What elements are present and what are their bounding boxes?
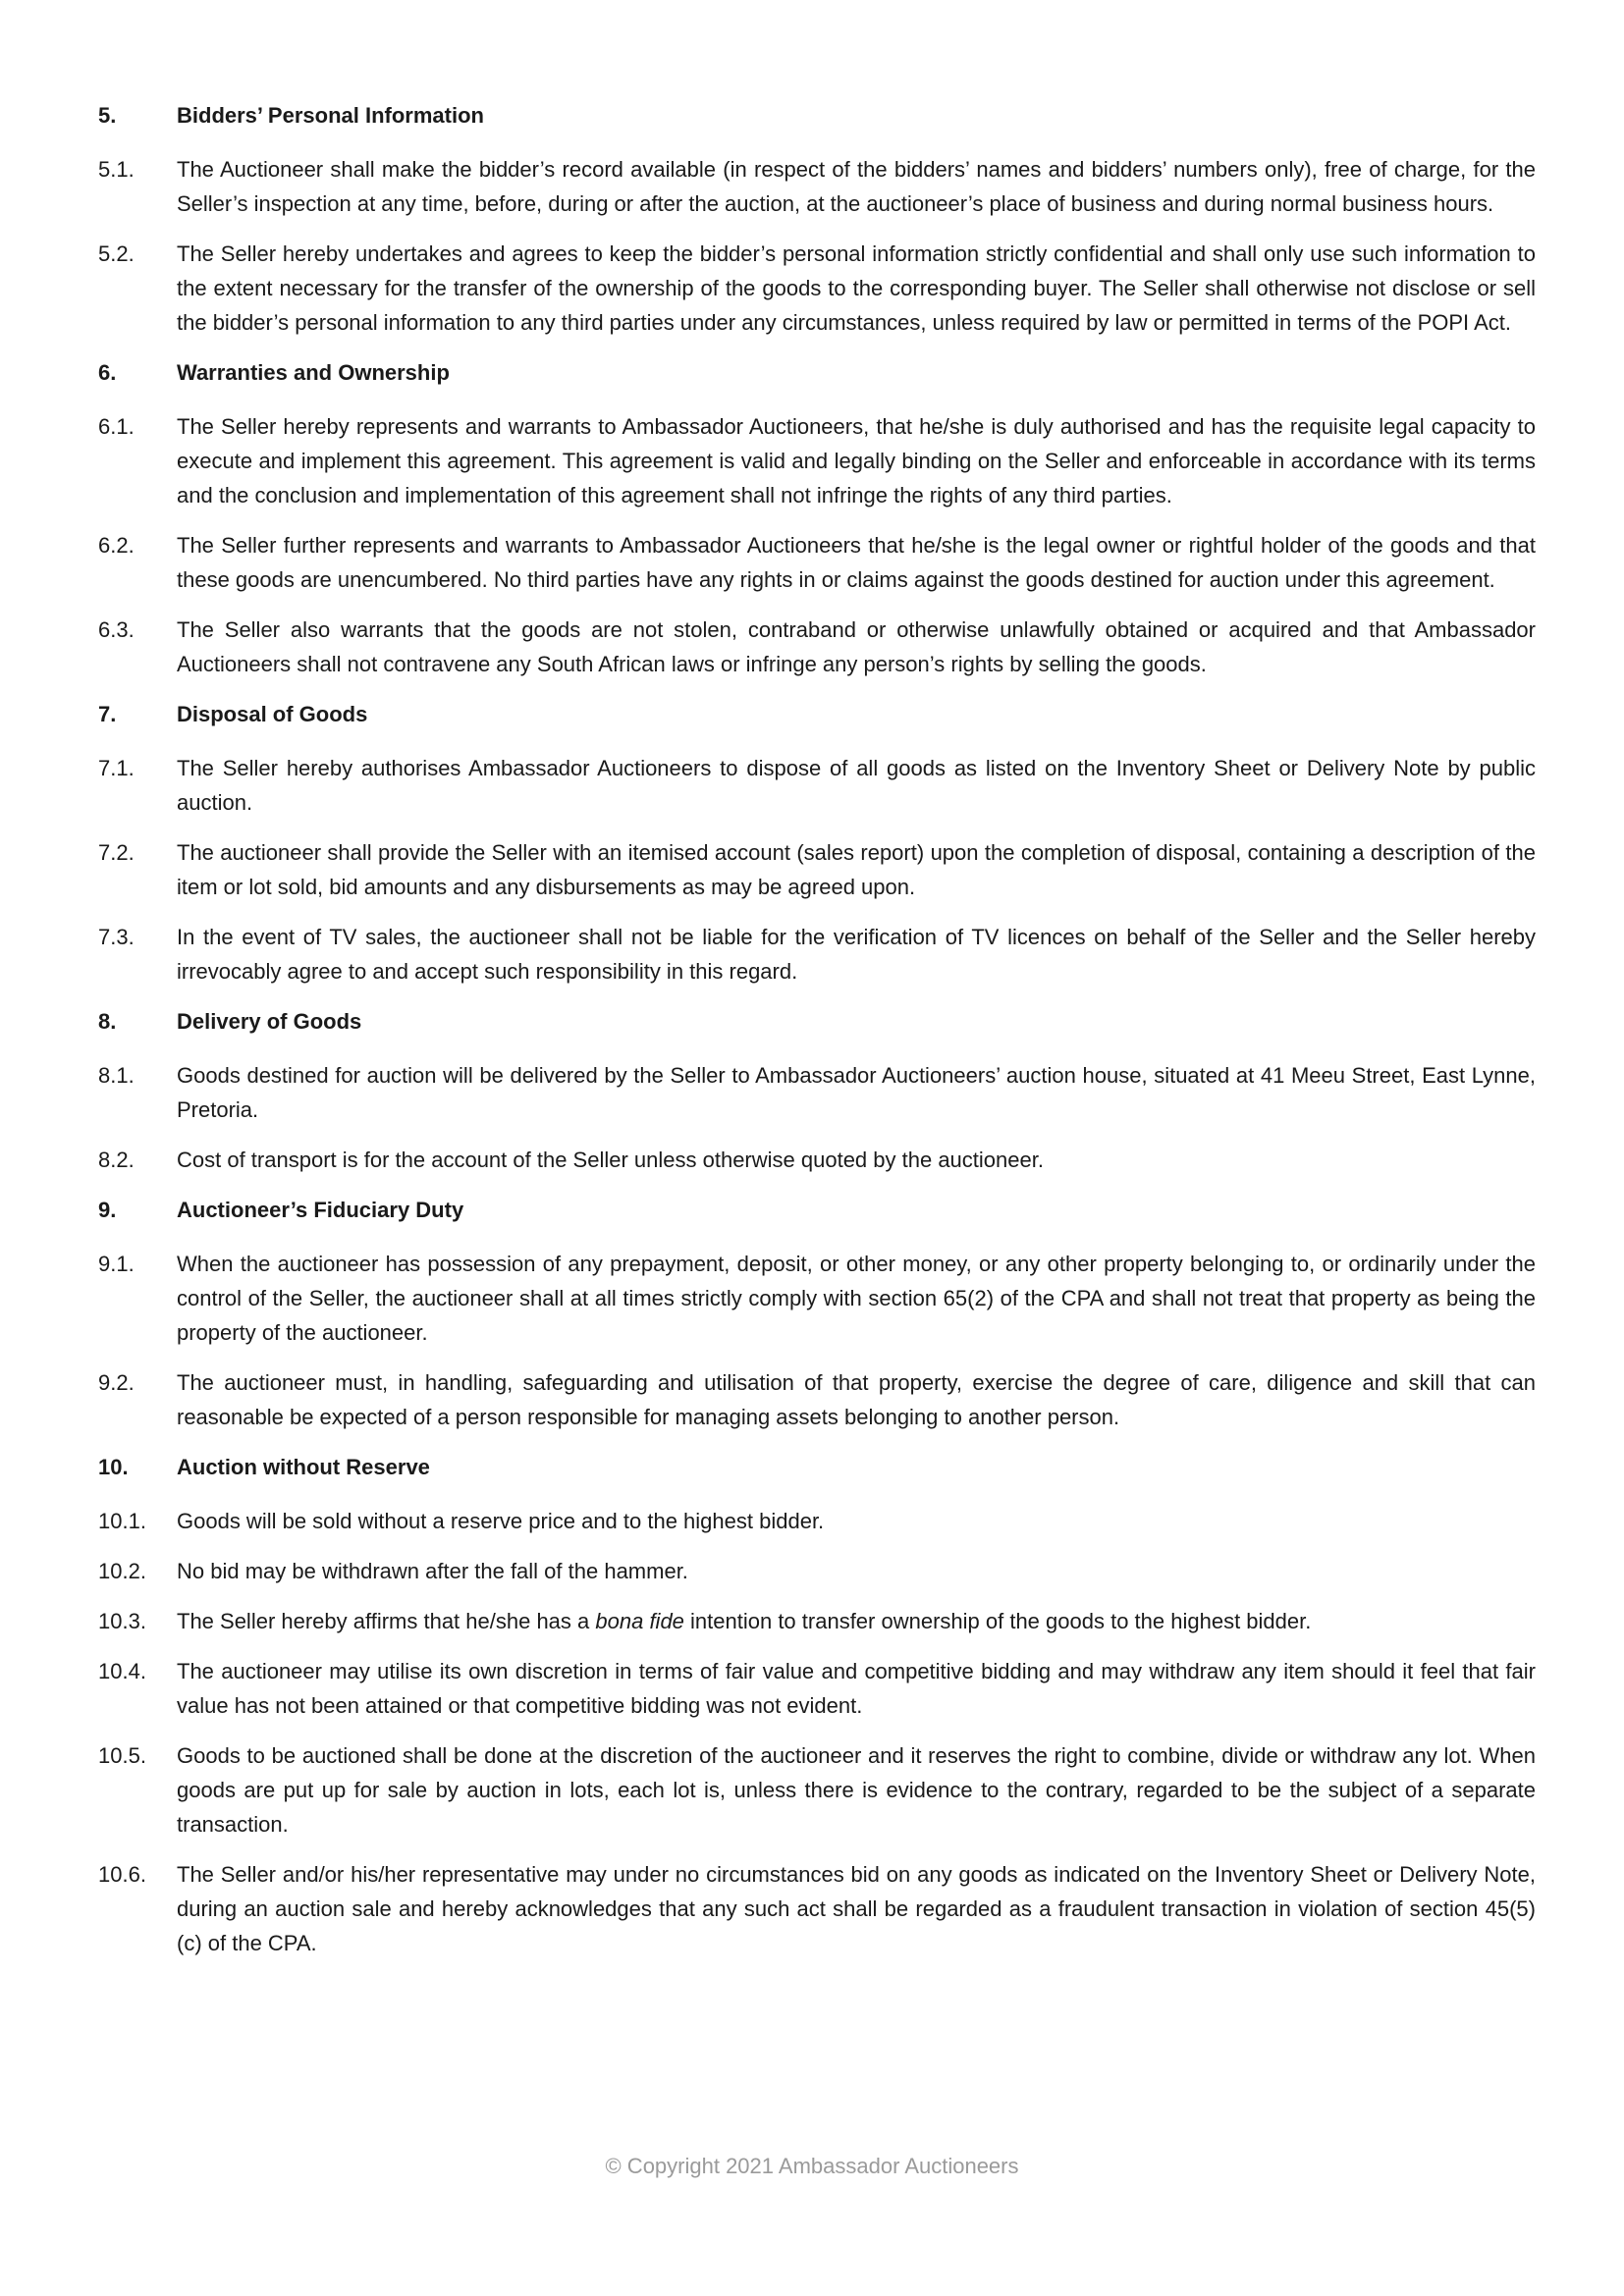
clause: [98, 1738, 1536, 1842]
section-heading: [98, 98, 1536, 133]
clause: [98, 1143, 1536, 1177]
clause: [98, 528, 1536, 597]
section-title: Delivery of Goods: [177, 1009, 362, 1034]
clause: [98, 920, 1536, 988]
section-heading: [98, 355, 1536, 390]
section-title: Warranties and Ownership: [177, 360, 450, 385]
clause-text-italic: bona fide: [595, 1609, 684, 1633]
section-number: 8.: [98, 1009, 117, 1034]
clause: [98, 1365, 1536, 1434]
section-heading: [98, 697, 1536, 731]
section-title: Disposal of Goods: [177, 702, 368, 726]
clause-number: 10.6.: [98, 1862, 146, 1887]
clause-number: 10.1.: [98, 1509, 146, 1533]
clause: [98, 613, 1536, 681]
clause-text: The Seller hereby represents and warrants to Ambassador Auctioneers, that he/she is duly authorised and has the requisite legal capacity to execute and implement this agreement. This agreement is valid and legally binding on the Seller and enforceable in accordance with its terms and the conclusion and implementation of this agreement shall not infringe the rights of any third parties.: [177, 414, 1536, 507]
section-title: Auctioneer’s Fiduciary Duty: [177, 1198, 464, 1222]
clause: [98, 409, 1536, 512]
clause: [98, 237, 1536, 340]
clause-number: 5.2.: [98, 241, 135, 266]
clause-text-start: The Seller hereby affirms that he/she has a: [177, 1609, 596, 1633]
section-heading: [98, 1450, 1536, 1484]
clause-number: 6.2.: [98, 533, 135, 558]
section-number: 6.: [98, 360, 117, 385]
clause-text: The auctioneer shall provide the Seller with an itemised account (sales report) upon the completion of disposal, containing a description of the item or lot sold, bid amounts and any disbursements as may be agreed upon.: [177, 840, 1536, 899]
section-heading: [98, 1193, 1536, 1227]
section-title: Bidders’ Personal Information: [177, 103, 484, 128]
clause-text: Cost of transport is for the account of the Seller unless otherwise quoted by the auctioneer.: [177, 1148, 1044, 1172]
clause: [98, 1058, 1536, 1127]
clause-number: 8.2.: [98, 1148, 135, 1172]
clause-text: No bid may be withdrawn after the fall of the hammer.: [177, 1559, 688, 1583]
clause-number: 7.3.: [98, 925, 135, 949]
clause-text: Goods destined for auction will be delivered by the Seller to Ambassador Auctioneers’ auction house, situated at 41 Meeu Street, East Lynne, Pretoria.: [177, 1063, 1536, 1122]
clause-text: Goods will be sold without a reserve price and to the highest bidder.: [177, 1509, 825, 1533]
clause-text: The Seller and/or his/her representative may under no circumstances bid on any goods as indicated on the Inventory Sheet or Delivery Note, during an auction sale and hereby acknowledges that any such act shall be regarded as a fraudulent transaction in violation of section 45(5)(c) of the CPA.: [177, 1862, 1536, 1955]
clause: [98, 1554, 1536, 1588]
clause-number: 10.2.: [98, 1559, 146, 1583]
clause-number: 10.5.: [98, 1743, 146, 1768]
clause-text: The Seller also warrants that the goods are not stolen, contraband or otherwise unlawfully obtained or acquired and that Ambassador Auctioneers shall not contravene any South African laws or infringe any person’s rights by selling the goods.: [177, 617, 1536, 676]
clause: [98, 1857, 1536, 1960]
clause-number: 6.1.: [98, 414, 135, 439]
clause-number: 9.1.: [98, 1252, 135, 1276]
clause-text: The auctioneer must, in handling, safeguarding and utilisation of that property, exercise the degree of care, diligence and skill that can reasonable be expected of a person responsible for managing assets belonging to another person.: [177, 1370, 1536, 1429]
section-number: 10.: [98, 1455, 129, 1479]
clause-text: [177, 1604, 1536, 1638]
copyright-footer: © Copyright 2021 Ambassador Auctioneers: [605, 2154, 1019, 2178]
clause-text: The auctioneer may utilise its own discretion in terms of fair value and competitive bidding and may withdraw any item should it feel that fair value has not been attained or that competitive bidding was not evident.: [177, 1659, 1536, 1718]
clause: [98, 751, 1536, 820]
clause-text-end: intention to transfer ownership of the goods to the highest bidder.: [683, 1609, 1312, 1633]
clause-text: The Seller further represents and warrants to Ambassador Auctioneers that he/she is the legal owner or rightful holder of the goods and that these goods are unencumbered. No third parties have any rights in or claims against the goods destined for auction under this agreement.: [177, 533, 1536, 592]
section-number: 7.: [98, 702, 117, 726]
clause-text: The Seller hereby authorises Ambassador Auctioneers to dispose of all goods as listed on the Inventory Sheet or Delivery Note by public auction.: [177, 756, 1536, 815]
clause: [98, 1604, 1536, 1638]
clause-text: The Seller hereby undertakes and agrees to keep the bidder’s personal information strictly confidential and shall only use such information to the extent necessary for the transfer of the ownership of the goods to the corresponding buyer. The Seller shall otherwise not disclose or sell the bidder’s personal information to any third parties under any circumstances, unless required by law or permitted in terms of the POPI Act.: [177, 241, 1536, 335]
clause: [98, 1247, 1536, 1350]
section-heading: [98, 1004, 1536, 1039]
clause-number: 7.1.: [98, 756, 135, 780]
clause-number: 9.2.: [98, 1370, 135, 1395]
clause-number: 7.2.: [98, 840, 135, 865]
document-body: [98, 98, 1536, 1976]
clause-number: 10.4.: [98, 1659, 146, 1683]
clause-number: 6.3.: [98, 617, 135, 642]
clause: [98, 1654, 1536, 1723]
clause-text: The Auctioneer shall make the bidder’s record available (in respect of the bidders’ names and bidders’ numbers only), free of charge, for the Seller’s inspection at any time, before, during or after the auction, at the auctioneer’s place of business and during normal business hours.: [177, 157, 1536, 216]
clause-text: Goods to be auctioned shall be done at the discretion of the auctioneer and it reserves the right to combine, divide or withdraw any lot. When goods are put up for sale by auction in lots, each lot is, unless there is evidence to the contrary, regarded to be the subject of a separate transaction.: [177, 1743, 1536, 1837]
section-number: 9.: [98, 1198, 117, 1222]
clause: [98, 1504, 1536, 1538]
clause-text: When the auctioneer has possession of any prepayment, deposit, or other money, or any other property belonging to, or ordinarily under the control of the Seller, the auctioneer shall at all times strictly comply with section 65(2) of the CPA and shall not treat that property as being the property of the auctioneer.: [177, 1252, 1536, 1345]
clause-number: 8.1.: [98, 1063, 135, 1088]
section-number: 5.: [98, 103, 117, 128]
clause-text: In the event of TV sales, the auctioneer shall not be liable for the verification of TV licences on behalf of the Seller and the Seller hereby irrevocably agree to and accept such responsibility in this regard.: [177, 925, 1536, 984]
clause-number: 10.3.: [98, 1609, 146, 1633]
clause: [98, 152, 1536, 221]
section-title: Auction without Reserve: [177, 1455, 430, 1479]
clause: [98, 835, 1536, 904]
clause-number: 5.1.: [98, 157, 135, 182]
